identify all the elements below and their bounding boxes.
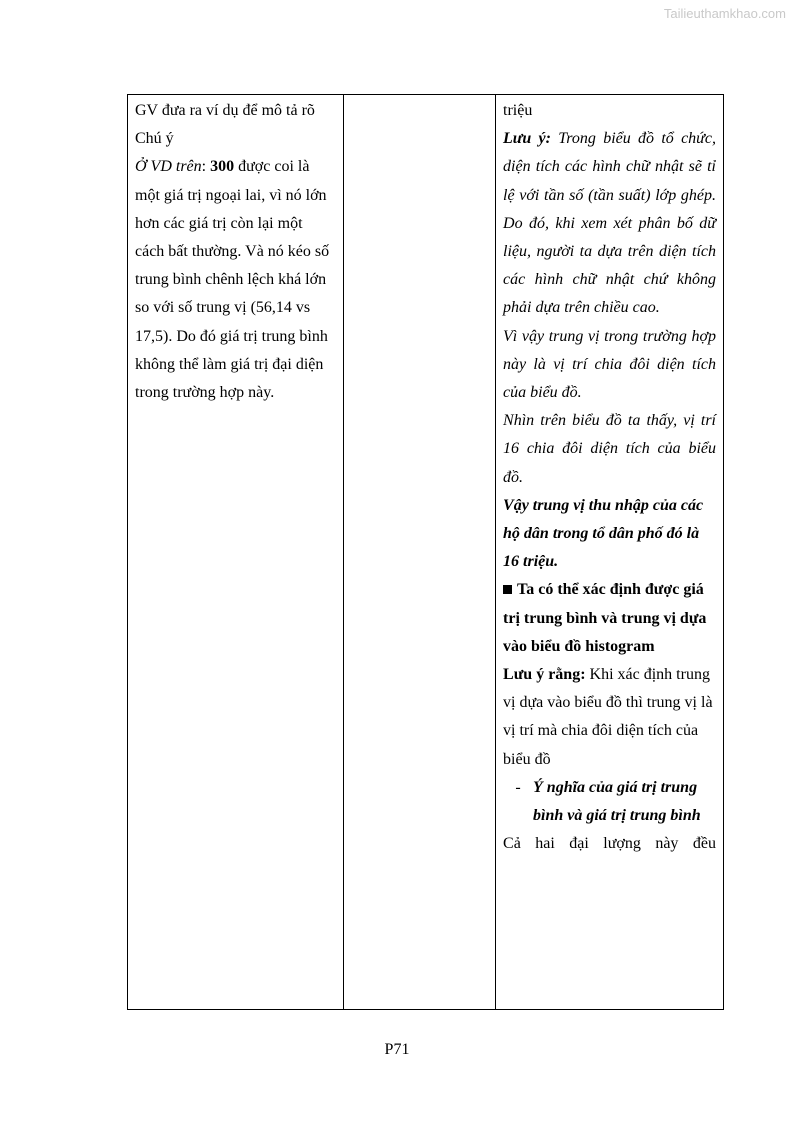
- note2-label: Lưu ý rằng:: [503, 666, 586, 684]
- chart-observation: Nhìn trên biểu đồ ta thấy, vị trí 16 chia đôi diện tích của biểu đồ.: [503, 412, 716, 486]
- note-histogram-area: [503, 125, 716, 322]
- page-number: P71: [384, 1041, 410, 1058]
- content-cell: [496, 95, 724, 1010]
- note-label: Chú ý: [135, 130, 174, 148]
- note2-text: Khi xác định trung vị dựa vào biểu đồ thì trung vị là vị trí mà chia đôi diện tích của biểu đồ: [503, 666, 713, 768]
- outlier-explanation: [135, 153, 336, 407]
- colon-sep: :: [201, 158, 211, 176]
- outlier-value: 300: [210, 158, 235, 176]
- teacher-activity-cell: [128, 95, 344, 1010]
- bullet-title: Ý nghĩa của giá trị trung bình và giá trị trung bình: [533, 778, 701, 825]
- note1-text: Trong biểu đồ tổ chức, diện tích các hình chữ nhật sẽ tỉ lệ với tần số (tần suất) lớp ghép. Do đó, khi xem xét phân bố dữ liệu, người ta dựa trên diện tích các hình chữ nhật chứ không phải dựa trên chiều cao.: [503, 130, 717, 317]
- median-position-text: Vì vậy trung vị trong trường hợp này là vị trí chia đôi diện tích của biểu đồ.: [503, 327, 716, 402]
- note2-paragraph: [503, 661, 716, 774]
- student-activity-cell: [343, 95, 495, 1010]
- histogram-heading: [503, 576, 716, 661]
- last-line: Cả hai đại lượng này đều: [503, 835, 716, 853]
- dash-bullet: -: [515, 778, 521, 796]
- lesson-table: [127, 94, 724, 1010]
- note1-label: Lưu ý:: [503, 130, 551, 148]
- histogram-heading-text: Ta có thể xác định được giá trị trung bình và trung vị dựa vào biểu đồ histogram: [503, 581, 707, 655]
- table-row: [128, 95, 724, 1010]
- example-reference: Ở VD trên: [135, 158, 202, 176]
- watermark: Tailieuthamkhao.com: [663, 6, 786, 21]
- square-bullet-icon: [503, 585, 512, 594]
- median-conclusion: Vậy trung vị thu nhập của các hộ dân trong tổ dân phố đó là 16 triệu.: [503, 496, 704, 571]
- list-item: [503, 774, 716, 830]
- example-intro: GV đưa ra ví dụ để mô tả rõ: [135, 102, 315, 119]
- outlier-text: được coi là một giá trị ngoại lai, vì nó lớn hơn các giá trị còn lại một cách bất thường. Và nó kéo số trung bình chênh lệch khá lớn so với số trung vị (56,14 vs 17,5). Do đó giá trị trung bình không thể làm giá trị đại diện trong trường hợp này.: [135, 158, 330, 402]
- top-word: triệu: [503, 102, 533, 119]
